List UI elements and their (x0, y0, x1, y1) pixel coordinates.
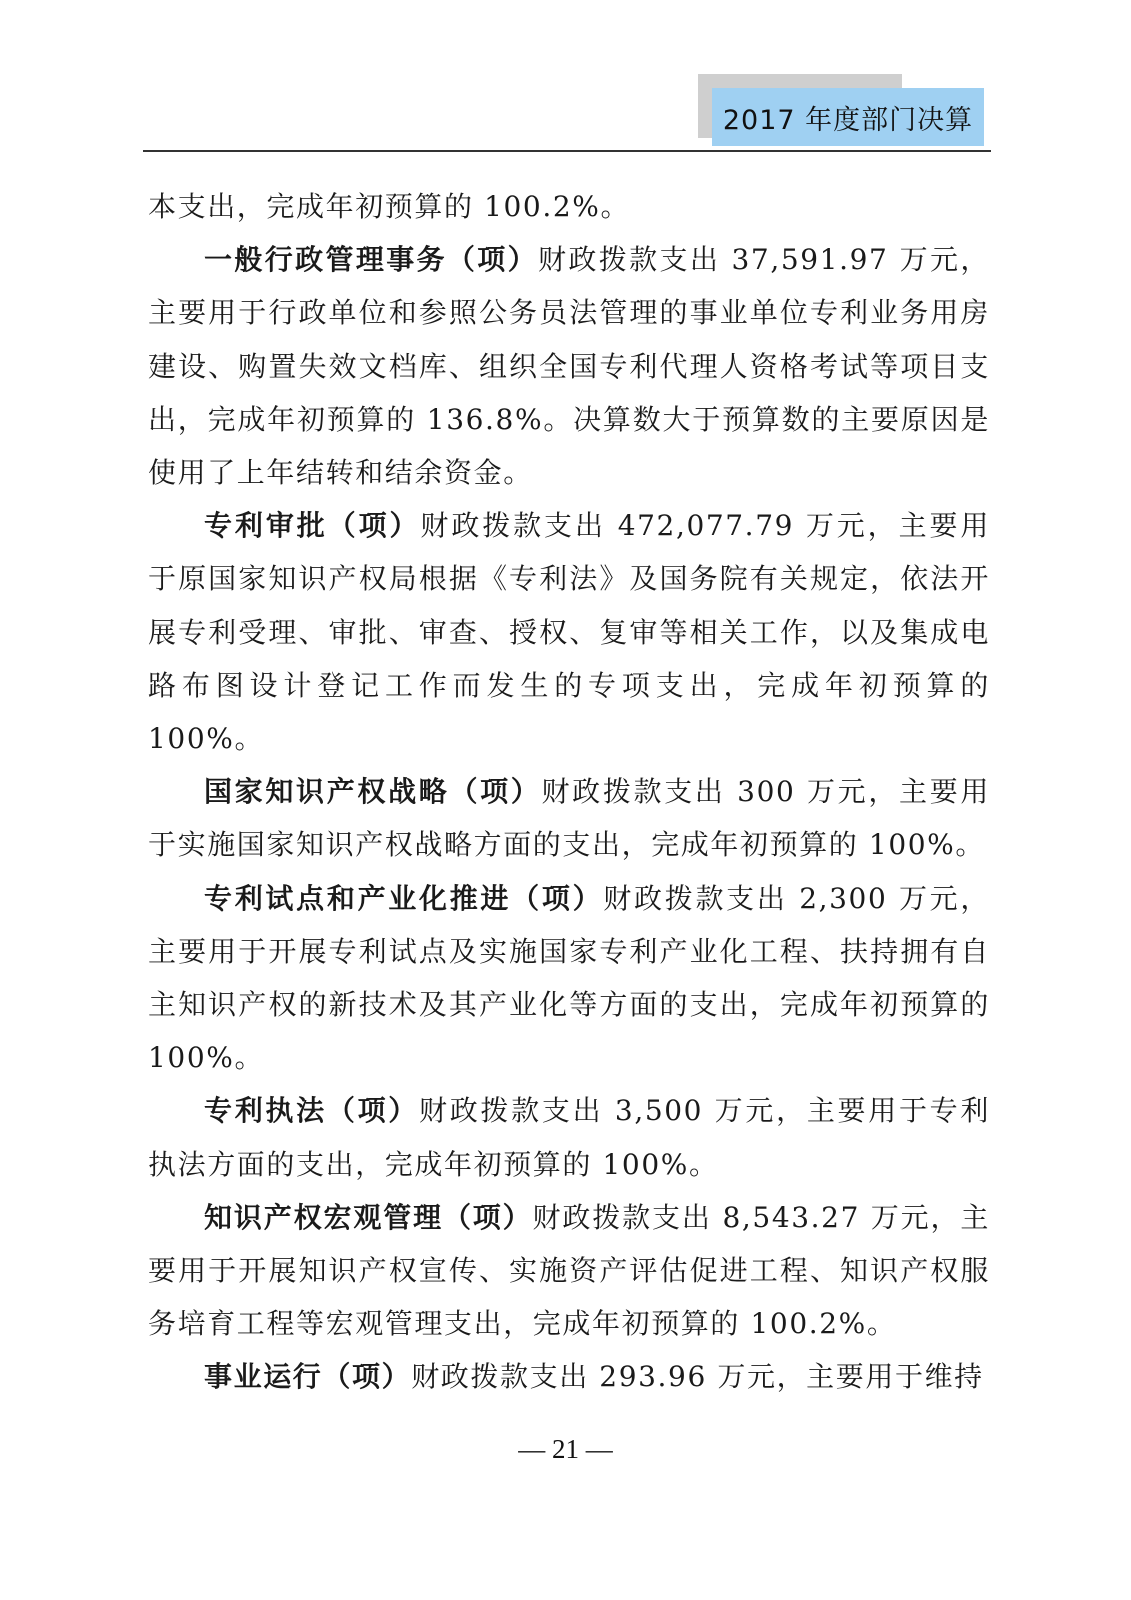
paragraph-heading: 专利试点和产业化推进（项） (204, 881, 604, 915)
paragraph-text: 财政拨款支出 8,543.27 万元，主要用于开展知识产权宣传、实施资产评估促进工程、知识产权服务培育工程等宏观管理支出，完成年初预算的 100.2%。 (148, 1200, 990, 1341)
continuation-paragraph: 本支出，完成年初预算的 100.2%。 (148, 190, 631, 223)
document-body (148, 180, 990, 1404)
paragraph-patent-enforcement (148, 1084, 990, 1190)
header-title-box (712, 88, 984, 146)
paragraph-general-admin (148, 233, 990, 499)
paragraph-text: 财政拨款支出 3,500 万元，主要用于专利执法方面的支出，完成年初预算的 100%。 (148, 1094, 990, 1181)
paragraph-heading: 知识产权宏观管理（项） (204, 1200, 533, 1234)
paragraph-ip-macro-management (148, 1191, 990, 1351)
paragraph-ip-strategy (148, 765, 990, 871)
header-divider (143, 150, 991, 152)
paragraph-patent-pilot (148, 872, 990, 1085)
header-title: 2017 年度部门决算 (722, 104, 974, 136)
paragraph-operations (148, 1350, 990, 1403)
paragraph-heading: 事业运行（项） (204, 1360, 412, 1394)
paragraph-text: 财政拨款支出 300 万元，主要用于实施国家知识产权战略方面的支出，完成年初预算的 100%。 (148, 775, 990, 862)
paragraph-patent-approval (148, 499, 990, 765)
paragraph-heading: 专利审批（项） (204, 509, 421, 543)
paragraph-text: 财政拨款支出 37,591.97 万元，主要用于行政单位和参照公务员法管理的事业单位专利业务用房建设、购置失效文档库、组织全国专利代理人资格考试等项目支出，完成年初预算的 136.8%。决算数大于预算数的主要原因是使用了上年结转和结余资金。 (148, 243, 990, 490)
paragraph-text: 财政拨款支出 2,300 万元，主要用于开展专利试点及实施国家专利产业化工程、扶持拥有自主知识产权的新技术及其产业化等方面的支出，完成年初预算的 100%。 (148, 881, 990, 1075)
paragraph-heading: 专利执法（项） (204, 1094, 419, 1128)
paragraph-text: 财政拨款支出 293.96 万元，主要用于维持 (411, 1360, 984, 1394)
paragraph-text: 财政拨款支出 472,077.79 万元，主要用于原国家知识产权局根据《专利法》及国务院有关规定，依法开展专利受理、审批、审查、授权、复审等相关工作，以及集成电路布图设计登记工作而发生的专项支出，完成年初预算的 100%。 (148, 509, 990, 756)
paragraph-heading: 国家知识产权战略（项） (204, 775, 542, 809)
paragraph-heading: 一般行政管理事务（项） (204, 243, 539, 277)
page-number: — 21 — (518, 1434, 613, 1464)
